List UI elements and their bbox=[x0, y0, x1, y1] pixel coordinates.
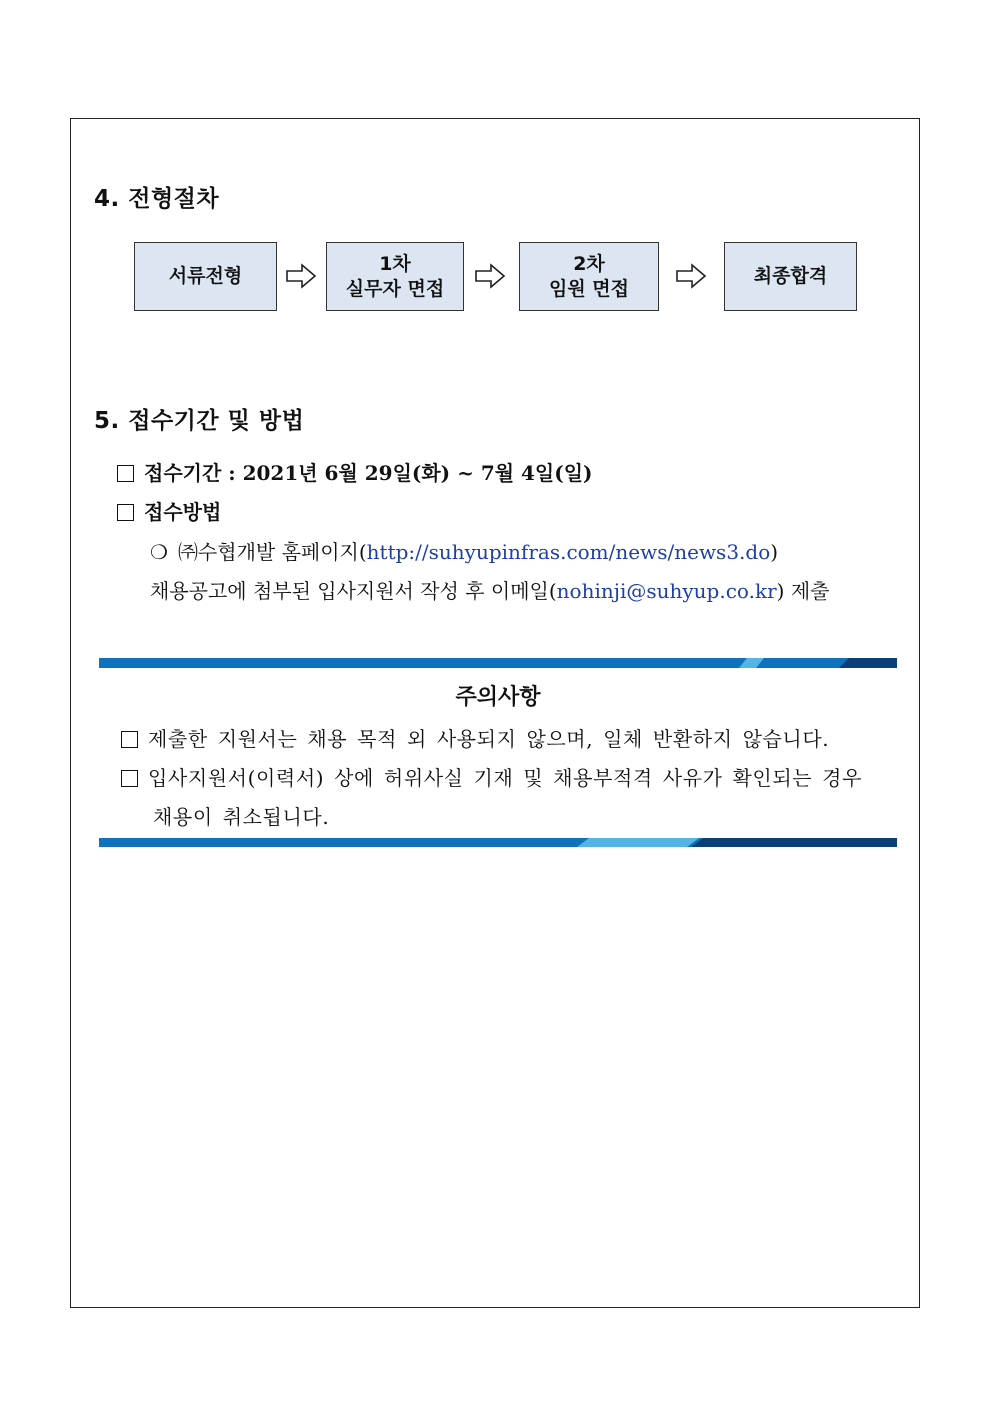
notice-top-band bbox=[99, 658, 897, 668]
method-email-line bbox=[150, 575, 829, 604]
arrow-right-icon bbox=[675, 262, 707, 290]
application-period bbox=[117, 457, 593, 486]
notice-text: 제출한 지원서는 채용 목적 외 사용되지 않으며, 일체 반환하지 않습니다. bbox=[148, 727, 830, 751]
period-separator: : bbox=[221, 461, 243, 485]
step-label: 2차 bbox=[573, 252, 605, 275]
period-value: 2021년 6월 29일(화) ~ 7월 4일(일) bbox=[242, 461, 593, 485]
method2-prefix: 채용공고에 첨부된 입사지원서 작성 후 이메일( bbox=[150, 579, 557, 603]
method2-suffix: ) 제출 bbox=[776, 579, 830, 603]
period-label: 접수기간 bbox=[144, 461, 222, 485]
arrow-right-icon bbox=[285, 262, 317, 290]
notice-item bbox=[121, 723, 829, 752]
step-label: 1차 bbox=[379, 252, 411, 275]
arrow-right-icon bbox=[474, 262, 506, 290]
step-sublabel: 실무자 면접 bbox=[345, 277, 445, 300]
step-document-screening bbox=[134, 242, 277, 311]
step-first-interview bbox=[326, 242, 464, 311]
step-label: 서류전형 bbox=[168, 265, 243, 287]
circle-bullet-icon: ❍ bbox=[150, 540, 168, 564]
application-method bbox=[117, 496, 221, 525]
step-second-interview bbox=[519, 242, 659, 311]
homepage-link[interactable]: http://suhyupinfras.com/news/news3.do bbox=[366, 540, 771, 564]
step-sublabel: 임원 면접 bbox=[548, 277, 630, 300]
checkbox-icon bbox=[121, 770, 138, 787]
notice-title: 주의사항 bbox=[455, 685, 541, 710]
notice-text: 입사지원서(이력서) 상에 허위사실 기재 및 채용부적격 사유가 확인되는 경우 bbox=[148, 766, 862, 790]
checkbox-icon bbox=[117, 504, 134, 521]
email-link[interactable]: nohinji@suhyup.co.kr bbox=[556, 579, 777, 603]
notice-item-continued: 채용이 취소됩니다. bbox=[153, 805, 330, 829]
checkbox-icon bbox=[121, 731, 138, 748]
step-final-pass bbox=[724, 242, 857, 311]
notice-item bbox=[121, 762, 862, 791]
step-label: 최종합격 bbox=[753, 265, 828, 287]
method-suffix: ) bbox=[770, 540, 779, 564]
notice-bottom-band bbox=[99, 838, 897, 847]
checkbox-icon bbox=[117, 465, 134, 482]
method-prefix: ㈜수협개발 홈페이지( bbox=[177, 540, 367, 564]
method-label: 접수방법 bbox=[144, 500, 222, 524]
section-4-title: 4. 전형절차 bbox=[94, 186, 220, 212]
section-5-title: 5. 접수기간 및 방법 bbox=[94, 408, 305, 434]
method-homepage-line bbox=[150, 536, 778, 565]
